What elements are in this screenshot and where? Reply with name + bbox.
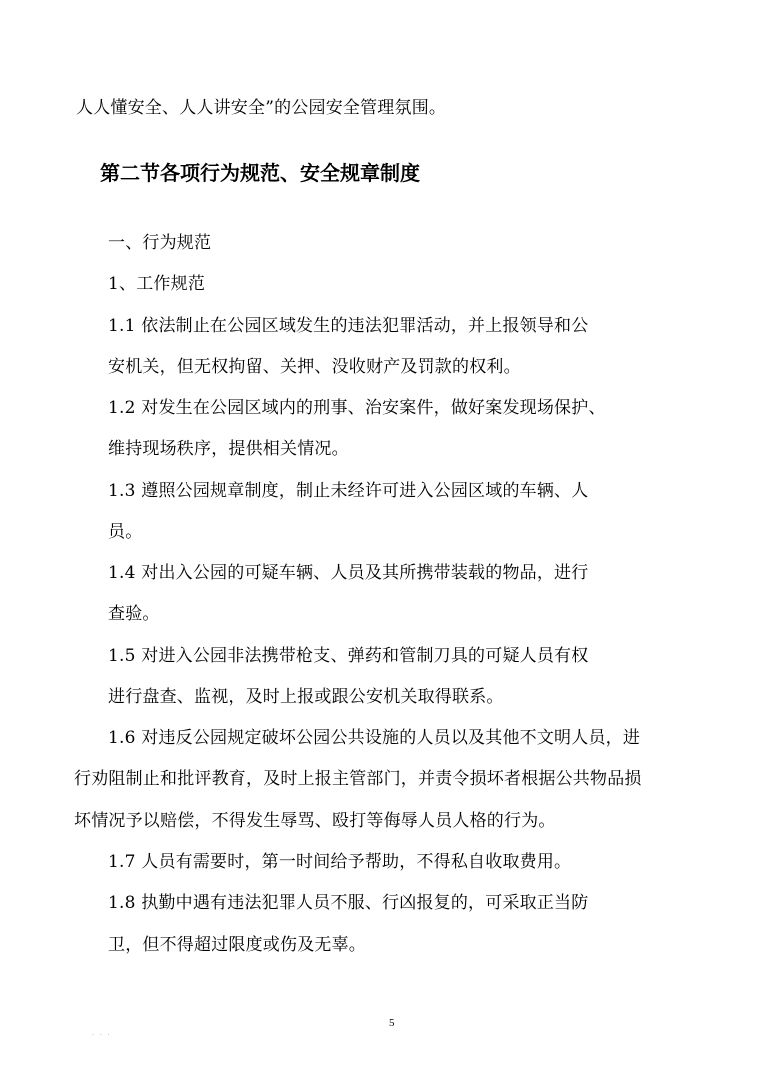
clause-1-6-line-2: 行劝阻制止和批评教育，及时上报主管部门，并责令损坏者根据公共物品损 — [74, 769, 642, 789]
clause-1-4-line-1: 1.4 对出入公园的可疑车辆、人员及其所携带装载的物品，进行 — [108, 563, 589, 583]
intro-line: 人人懂安全、人人讲安全”的公园安全管理氛围。 — [76, 98, 447, 118]
clause-1-1-line-2: 安机关，但无权拘留、关押、没收财产及罚款的权利。 — [108, 357, 521, 377]
subsection-heading: 一、行为规范 — [108, 233, 212, 253]
clause-1-3-line-1: 1.3 遵照公园规章制度，制止未经许可进入公园区域的车辆、人 — [108, 481, 589, 501]
clause-1-8-line-1: 1.8 执勤中遇有违法犯罪人员不服、行凶报复的，可采取正当防 — [108, 893, 589, 913]
clause-1-4-line-2: 查验。 — [108, 604, 160, 624]
clause-1-1-line-1: 1.1 依法制止在公园区域发生的违法犯罪活动，并上报领导和公 — [108, 316, 589, 336]
section-title: 第二节各项行为规范、安全规章制度 — [100, 161, 420, 185]
clause-1-8-line-2: 卫，但不得超过限度或伤及无辜。 — [108, 935, 366, 955]
clause-1-6-line-1: 1.6 对违反公园规定破坏公园公共设施的人员以及其他不文明人员，进 — [108, 728, 641, 748]
clause-1-5-line-1: 1.5 对进入公园非法携带枪支、弹药和管制刀具的可疑人员有权 — [108, 646, 589, 666]
clause-1-3-line-2: 员。 — [108, 522, 143, 542]
clause-1-7-line-1: 1.7 人员有需要时，第一时间给予帮助，不得私自收取费用。 — [108, 852, 572, 872]
page-number: 5 — [389, 1017, 395, 1029]
footer-marks: . . . — [92, 1030, 112, 1037]
clause-1-2-line-1: 1.2 对发生在公园区域内的刑事、治安案件，做好案发现场保护、 — [108, 398, 606, 418]
clause-1-5-line-2: 进行盘查、监视，及时上报或跟公安机关取得联系。 — [108, 687, 504, 707]
clause-1-2-line-2: 维持现场秩序，提供相关情况。 — [108, 439, 349, 459]
item-heading: 1、工作规范 — [108, 274, 206, 294]
clause-1-6-line-3: 坏情况予以赔偿，不得发生辱骂、殴打等侮辱人员人格的行为。 — [74, 811, 556, 831]
